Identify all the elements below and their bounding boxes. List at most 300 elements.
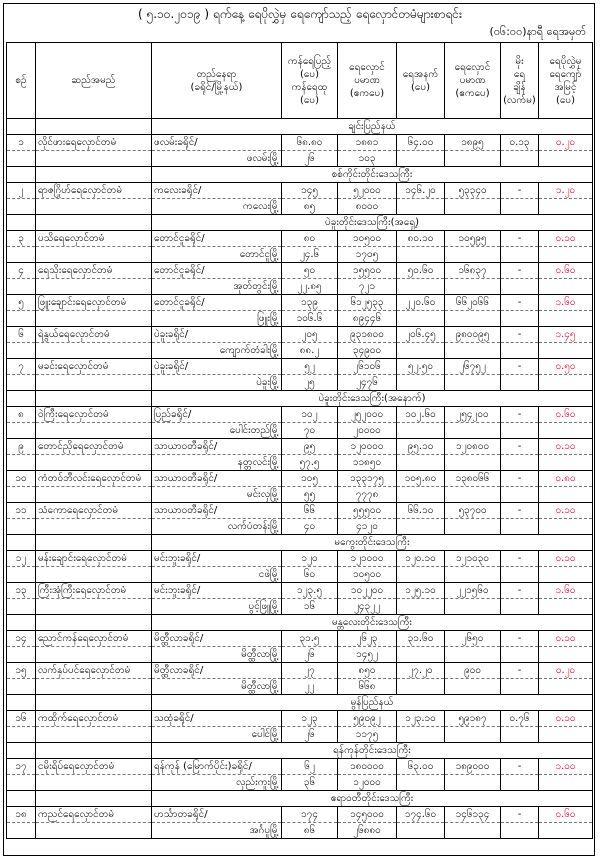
current-level: ၁၇၄.၆၀ bbox=[397, 807, 445, 823]
dam-number: ၄ bbox=[7, 263, 36, 279]
current-level: ၆၃.၀၀ bbox=[397, 759, 445, 775]
section-spacer bbox=[36, 119, 152, 135]
rainfall: - bbox=[501, 439, 539, 455]
empty-cell bbox=[445, 519, 501, 535]
empty-cell bbox=[501, 375, 539, 391]
section-spacer bbox=[36, 215, 152, 231]
full-level: ၉၅ bbox=[282, 439, 338, 455]
spill-height: ၀.၁၀ bbox=[539, 631, 593, 647]
dam-township: လက်ပံတန်းမြို့ bbox=[152, 519, 282, 535]
current-storage: ၉၈၀၀၉၅ bbox=[445, 327, 501, 343]
section-title: ပဲခူးတိုင်းဒေသကြီး(အနောက်) bbox=[152, 391, 593, 407]
empty-cell bbox=[501, 151, 539, 167]
table-row-sub bbox=[7, 647, 593, 663]
rainfall: - bbox=[501, 631, 539, 647]
table-row bbox=[7, 263, 593, 279]
dead-level: ၁၀၆.၆ bbox=[282, 311, 338, 327]
dead-level: ၂၆ bbox=[282, 151, 338, 167]
rainfall: - bbox=[501, 183, 539, 199]
empty-cell bbox=[445, 823, 501, 839]
current-level: ၂၀၆.၄၅ bbox=[397, 327, 445, 343]
full-level: ၆၂ bbox=[282, 759, 338, 775]
dead-storage: ၂၄၃၂၂ bbox=[338, 599, 397, 615]
dam-name: ရာဇဂြိုဟ်ရေလှောင်တမံ bbox=[36, 183, 152, 199]
full-storage: ၁၄၅၀၀၀ bbox=[338, 807, 397, 823]
dam-district: သာယာဝတီခရိုင်/ bbox=[152, 471, 282, 487]
current-level: ၁၂၀.၁၀ bbox=[397, 551, 445, 567]
dam-district: ရန်ကုန် (မြောက်ပိုင်း)ခရိုင်/ bbox=[152, 759, 282, 775]
empty-cell bbox=[397, 823, 445, 839]
dam-township: လှည်းကူးမြို့ bbox=[152, 775, 282, 791]
empty-cell bbox=[36, 487, 152, 503]
full-storage: ၂၅၂၀၀၀ bbox=[338, 407, 397, 423]
full-level: ၁၀၂ bbox=[282, 407, 338, 423]
full-level: ၂၀၅ bbox=[282, 327, 338, 343]
empty-cell bbox=[36, 727, 152, 743]
dead-level: ၇၀ bbox=[282, 423, 338, 439]
dam-district: ပဲခူးခရိုင်/ bbox=[152, 327, 282, 343]
dam-number: ၁၁ bbox=[7, 503, 36, 519]
empty-cell bbox=[397, 727, 445, 743]
empty-cell bbox=[539, 455, 593, 471]
table-row-sub bbox=[7, 487, 593, 503]
header-rainfall: မိုး ရေ ချိန် (လက်မ) bbox=[501, 43, 539, 119]
dead-level: ၂၅ bbox=[282, 375, 338, 391]
full-level: ၃၁.၅ bbox=[282, 631, 338, 647]
full-level: ၅၂ bbox=[282, 359, 338, 375]
rainfall: - bbox=[501, 407, 539, 423]
current-storage: ၁၀၅၉၅ bbox=[445, 231, 501, 247]
empty-cell bbox=[397, 199, 445, 215]
header-storage: ရေလှောင် ပမာဏ (ဧကပေ) bbox=[338, 43, 397, 119]
current-storage: ၁၈၉၅ bbox=[445, 135, 501, 151]
dam-number: ၇ bbox=[7, 359, 36, 375]
table-row-sub bbox=[7, 151, 593, 167]
dam-township: နတ္တလင်းမြို့ bbox=[152, 455, 282, 471]
section-row bbox=[7, 119, 593, 135]
header-name: ဆည်အမည် bbox=[36, 43, 152, 119]
full-level: ၁၃၉ bbox=[282, 295, 338, 311]
dam-district: သာယာဝတီခရိုင်/ bbox=[152, 439, 282, 455]
empty-cell bbox=[501, 423, 539, 439]
current-level: ၅၀.၆၀ bbox=[397, 263, 445, 279]
empty-cell bbox=[7, 487, 36, 503]
empty-cell bbox=[36, 519, 152, 535]
dam-number: ၁၂ bbox=[7, 551, 36, 567]
table-row bbox=[7, 807, 593, 823]
empty-cell bbox=[397, 599, 445, 615]
dam-name: ဖြူးချောင်းရေလှောင်တမံ bbox=[36, 295, 152, 311]
table-row bbox=[7, 407, 593, 423]
section-spacer bbox=[7, 791, 36, 807]
full-level: ၁၀၅ bbox=[282, 471, 338, 487]
current-level: ၂၂၀.၆၀ bbox=[397, 295, 445, 311]
section-spacer bbox=[36, 695, 152, 711]
dead-storage: ၈၀၀၀ bbox=[338, 199, 397, 215]
dam-township: အုတ်တွင်းမြို့ bbox=[152, 279, 282, 295]
dam-number: ၃ bbox=[7, 231, 36, 247]
current-level: ၆၆.၁၀ bbox=[397, 503, 445, 519]
dam-district: ပြည်ခရိုင်/ bbox=[152, 407, 282, 423]
empty-cell bbox=[445, 647, 501, 663]
table-row bbox=[7, 503, 593, 519]
current-storage: ၅၉၁၈၇ bbox=[445, 711, 501, 727]
empty-cell bbox=[397, 679, 445, 695]
full-storage: ၁၀၅၀၀ bbox=[338, 231, 397, 247]
empty-cell bbox=[7, 823, 36, 839]
dam-township: အင်္ဂပူမြို့ bbox=[152, 823, 282, 839]
empty-cell bbox=[7, 519, 36, 535]
header-capacity: ကန်ရေပြည့် (ပေ) ကန်ရေထု (ပေ) bbox=[282, 43, 338, 119]
spill-height: ၁.၆၀ bbox=[539, 583, 593, 599]
full-storage: ၅၅၅၀၀ bbox=[338, 503, 397, 519]
dead-storage: ၁၂၀၀၀ bbox=[338, 775, 397, 791]
table-row bbox=[7, 327, 593, 343]
empty-cell bbox=[539, 567, 593, 583]
empty-cell bbox=[397, 279, 445, 295]
current-storage: ၉၀၀ bbox=[445, 663, 501, 679]
section-title: မွန်ပြည်နယ် bbox=[152, 695, 593, 711]
empty-cell bbox=[445, 455, 501, 471]
dam-district: ကလေးခရိုင်/ bbox=[152, 183, 282, 199]
empty-cell bbox=[445, 151, 501, 167]
dead-level: ၄၀ bbox=[282, 519, 338, 535]
current-level: ၆၄.၀၀ bbox=[397, 135, 445, 151]
spill-height: ၀.၁၀ bbox=[539, 711, 593, 727]
current-storage: ၁၈၉၀၀၀ bbox=[445, 759, 501, 775]
dam-table bbox=[6, 42, 593, 839]
current-level: ၁၄၆.၂၀ bbox=[397, 183, 445, 199]
dam-district: မိတ္ထီလာခရိုင်/ bbox=[152, 663, 282, 679]
dam-number: ၁ bbox=[7, 135, 36, 151]
spill-height: ၀.၆၀ bbox=[539, 807, 593, 823]
full-storage: ၂၆၁၀၆ bbox=[338, 359, 397, 375]
section-title: မကွေးတိုင်းဒေသကြီး bbox=[152, 535, 593, 551]
dam-district: ဖလမ်းခရိုင်/ bbox=[152, 135, 282, 151]
dead-level: ၅၇.၅ bbox=[282, 455, 338, 471]
table-row bbox=[7, 663, 593, 679]
empty-cell bbox=[445, 343, 501, 359]
empty-cell bbox=[445, 375, 501, 391]
full-level: ၈၀ bbox=[282, 231, 338, 247]
rainfall: - bbox=[501, 263, 539, 279]
full-level: ၆၆ bbox=[282, 503, 338, 519]
section-title: မန္တလေးတိုင်းဒေသကြီး bbox=[152, 615, 593, 631]
dam-district: သာယာဝတီခရိုင်/ bbox=[152, 503, 282, 519]
empty-cell bbox=[539, 647, 593, 663]
current-storage: ၆၆၂၀၆၆ bbox=[445, 295, 501, 311]
table-row-sub bbox=[7, 375, 593, 391]
dam-district: ဟင်္သာတခရိုင်/ bbox=[152, 807, 282, 823]
rainfall: ၀.၁၃ bbox=[501, 135, 539, 151]
dam-district: မင်းဘူးခရိုင်/ bbox=[152, 583, 282, 599]
table-row-sub bbox=[7, 279, 593, 295]
full-storage: ၁၈၀၀၀၀ bbox=[338, 759, 397, 775]
dam-district: တောင်ငူခရိုင်/ bbox=[152, 263, 282, 279]
empty-cell bbox=[539, 343, 593, 359]
section-title: ပဲခူးတိုင်းဒေသကြီး(အရှေ့) bbox=[152, 215, 593, 231]
section-spacer bbox=[7, 695, 36, 711]
dead-storage: ၁၇၀၅ bbox=[338, 247, 397, 263]
full-storage: ၁၀၂၂၀၀ bbox=[338, 583, 397, 599]
table-row-sub bbox=[7, 823, 593, 839]
dead-storage: ၁၁၈၅၀ bbox=[338, 455, 397, 471]
table-row bbox=[7, 471, 593, 487]
section-spacer bbox=[7, 215, 36, 231]
dam-number: ၆ bbox=[7, 327, 36, 343]
rainfall: - bbox=[501, 295, 539, 311]
empty-cell bbox=[7, 775, 36, 791]
empty-cell bbox=[501, 775, 539, 791]
empty-cell bbox=[445, 567, 501, 583]
spill-height: ၀.၂၀ bbox=[539, 663, 593, 679]
dead-storage: ၃၄၉၀၀ bbox=[338, 343, 397, 359]
empty-cell bbox=[539, 375, 593, 391]
full-storage: ၉၃၁၈၀၀ bbox=[338, 327, 397, 343]
dam-name: ရဲနွယ်ရေလှောင်တမံ bbox=[36, 327, 152, 343]
table-row bbox=[7, 759, 593, 775]
dam-number: ၁၅ bbox=[7, 663, 36, 679]
current-storage: ၁၃၈၀၆၆ bbox=[445, 471, 501, 487]
section-spacer bbox=[7, 119, 36, 135]
current-storage: ၁၂၁၀၃၀ bbox=[445, 551, 501, 567]
empty-cell bbox=[539, 519, 593, 535]
empty-cell bbox=[539, 487, 593, 503]
empty-cell bbox=[36, 199, 152, 215]
full-storage: ၁၅၅၀၀ bbox=[338, 263, 397, 279]
empty-cell bbox=[539, 279, 593, 295]
current-storage: ၂၆၇၅၂ bbox=[445, 359, 501, 375]
current-level: ၁၀၂.၆၀ bbox=[397, 407, 445, 423]
empty-cell bbox=[501, 279, 539, 295]
section-spacer bbox=[7, 535, 36, 551]
dam-number: ၁၄ bbox=[7, 631, 36, 647]
rainfall: - bbox=[501, 759, 539, 775]
rainfall: - bbox=[501, 327, 539, 343]
table-header-row bbox=[7, 43, 593, 119]
dam-name: ဝဲကြီးရေလှောင်တမံ bbox=[36, 407, 152, 423]
spill-height: ၀.၈၀ bbox=[539, 471, 593, 487]
empty-cell bbox=[7, 599, 36, 615]
empty-cell bbox=[7, 647, 36, 663]
dead-level: ၂၄.၆ bbox=[282, 247, 338, 263]
dead-level: ၂၂.၈၅ bbox=[282, 279, 338, 295]
section-title: စစ်ကိုင်းတိုင်းဒေသကြီး bbox=[152, 167, 593, 183]
section-row bbox=[7, 791, 593, 807]
empty-cell bbox=[36, 567, 152, 583]
empty-cell bbox=[36, 775, 152, 791]
dead-storage: ၁၀၅၀၀ bbox=[338, 567, 397, 583]
current-storage: ၂၅၄၂၀၀ bbox=[445, 407, 501, 423]
dead-storage: ၇၂၁ bbox=[338, 279, 397, 295]
empty-cell bbox=[501, 567, 539, 583]
spill-height: ၀.၁၀ bbox=[539, 503, 593, 519]
table-row-sub bbox=[7, 343, 593, 359]
dam-township: ပေါင်းတည်မြို့ bbox=[152, 423, 282, 439]
section-row bbox=[7, 167, 593, 183]
dam-township: ကျောက်တံခါးမြို့ bbox=[152, 343, 282, 359]
empty-cell bbox=[36, 151, 152, 167]
spill-height: ၀.၆၀ bbox=[539, 407, 593, 423]
empty-cell bbox=[501, 455, 539, 471]
dam-name: ငမိုးရိပ်ရေလှောင်တမံ bbox=[36, 759, 152, 775]
empty-cell bbox=[397, 151, 445, 167]
full-storage: ၁၂၀၀၀၀ bbox=[338, 439, 397, 455]
section-row bbox=[7, 535, 593, 551]
empty-cell bbox=[501, 199, 539, 215]
header-location: တည်နေရာ (ခရိုင်/မြို့နယ်) bbox=[152, 43, 282, 119]
header-spill: ရေပိုလွှဲမှ ရေကျော် အမြင့် (ပေ) bbox=[539, 43, 593, 119]
dead-level: ၅၅ bbox=[282, 487, 338, 503]
full-storage: ၁၂၁၀၀၀ bbox=[338, 551, 397, 567]
empty-cell bbox=[7, 567, 36, 583]
header-volume: ရေလှောင် ပမာဏ (ဧကပေ) bbox=[445, 43, 501, 119]
rainfall: - bbox=[501, 583, 539, 599]
empty-cell bbox=[7, 311, 36, 327]
empty-cell bbox=[539, 311, 593, 327]
empty-cell bbox=[501, 311, 539, 327]
dead-storage: ၄၁၂၀ bbox=[338, 519, 397, 535]
dead-level: ၂၆ bbox=[282, 647, 338, 663]
empty-cell bbox=[397, 343, 445, 359]
spill-height: ၁.၆၀ bbox=[539, 295, 593, 311]
table-row-sub bbox=[7, 775, 593, 791]
empty-cell bbox=[36, 279, 152, 295]
empty-cell bbox=[397, 647, 445, 663]
rainfall: - bbox=[501, 807, 539, 823]
full-storage: ၁၃၃၁၇၅ bbox=[338, 471, 397, 487]
empty-cell bbox=[7, 455, 36, 471]
table-row-sub bbox=[7, 679, 593, 695]
current-level: ၁၀၅.၈၀ bbox=[397, 471, 445, 487]
table-row-sub bbox=[7, 599, 593, 615]
table-row-sub bbox=[7, 727, 593, 743]
full-level: ၂၇ bbox=[282, 663, 338, 679]
full-storage: ၅၉၀၉၂ bbox=[338, 711, 397, 727]
empty-cell bbox=[7, 375, 36, 391]
table-row bbox=[7, 359, 593, 375]
table-row bbox=[7, 231, 593, 247]
rainfall: - bbox=[501, 231, 539, 247]
empty-cell bbox=[501, 823, 539, 839]
section-row bbox=[7, 391, 593, 407]
full-level: ၁၂၃.၅ bbox=[282, 583, 338, 599]
dam-district: မင်းဘူးခရိုင်/ bbox=[152, 551, 282, 567]
table-row-sub bbox=[7, 423, 593, 439]
table-row bbox=[7, 631, 593, 647]
full-level: ၁၂၀ bbox=[282, 551, 338, 567]
empty-cell bbox=[7, 247, 36, 263]
current-level: ၂၇.၂၀ bbox=[397, 663, 445, 679]
full-level: ၅၀ bbox=[282, 263, 338, 279]
rainfall: - bbox=[501, 663, 539, 679]
current-storage: ၁၂၀၈၀၀ bbox=[445, 439, 501, 455]
section-row bbox=[7, 695, 593, 711]
current-level: ၈၀.၁၀ bbox=[397, 231, 445, 247]
full-level: ၆၈.၈၀ bbox=[282, 135, 338, 151]
dam-name: မန်းချောင်းရေလှောင်တမံ bbox=[36, 551, 152, 567]
empty-cell bbox=[445, 775, 501, 791]
section-row bbox=[7, 615, 593, 631]
dam-name: ကညင်ရေလှောင်တမံ bbox=[36, 807, 152, 823]
section-spacer bbox=[7, 743, 36, 759]
table-body bbox=[7, 119, 593, 839]
empty-cell bbox=[445, 727, 501, 743]
empty-cell bbox=[539, 151, 593, 167]
dam-name: တောင်ညိုရေလှောင်တမံ bbox=[36, 439, 152, 455]
dead-storage: ၇၇၇၈ bbox=[338, 487, 397, 503]
dam-township: မိတ္ထီလာမြို့ bbox=[152, 679, 282, 695]
empty-cell bbox=[7, 151, 36, 167]
dam-township: ကလေးမြို့ bbox=[152, 199, 282, 215]
full-storage: ၈၅၀ bbox=[338, 663, 397, 679]
empty-cell bbox=[539, 823, 593, 839]
empty-cell bbox=[36, 679, 152, 695]
empty-cell bbox=[539, 727, 593, 743]
section-row bbox=[7, 743, 593, 759]
empty-cell bbox=[501, 487, 539, 503]
empty-cell bbox=[36, 455, 152, 471]
empty-cell bbox=[539, 199, 593, 215]
section-spacer bbox=[36, 791, 152, 807]
dam-district: တောင်ငူခရိုင်/ bbox=[152, 231, 282, 247]
dam-name: ကြီးအုံကြီးရေလှောင်တမံ bbox=[36, 583, 152, 599]
table-row bbox=[7, 439, 593, 455]
table-row bbox=[7, 551, 593, 567]
full-level: ၁၄၅ bbox=[282, 183, 338, 199]
dam-district: ပဲခူးခရိုင်/ bbox=[152, 359, 282, 375]
dam-township: ဖြူးမြို့ bbox=[152, 311, 282, 327]
table-row bbox=[7, 583, 593, 599]
section-spacer bbox=[36, 167, 152, 183]
current-storage: ၂၂၁၅၆၀ bbox=[445, 583, 501, 599]
dam-number: ၉ bbox=[7, 439, 36, 455]
empty-cell bbox=[539, 775, 593, 791]
spill-height: ၁.၄၅ bbox=[539, 327, 593, 343]
current-level: ၉၅.၁၀ bbox=[397, 439, 445, 455]
empty-cell bbox=[36, 247, 152, 263]
empty-cell bbox=[445, 199, 501, 215]
current-storage: ၅၃၃၄၀ bbox=[445, 183, 501, 199]
dam-number: ၅ bbox=[7, 295, 36, 311]
section-title: ဧရာဝတီတိုင်းဒေသကြီး bbox=[152, 791, 593, 807]
section-spacer bbox=[36, 391, 152, 407]
current-level: ၅၂.၅၀ bbox=[397, 359, 445, 375]
empty-cell bbox=[36, 311, 152, 327]
empty-cell bbox=[36, 823, 152, 839]
empty-cell bbox=[501, 599, 539, 615]
dam-district: တောင်ငူခရိုင်/ bbox=[152, 295, 282, 311]
measurement-time: (၀၆:၀၀)နာရီ ရေအမှတ် bbox=[489, 25, 586, 38]
full-storage: ၆၁၂၅၃၃ bbox=[338, 295, 397, 311]
spill-height: ၀.၂၀ bbox=[539, 135, 593, 151]
empty-cell bbox=[445, 423, 501, 439]
empty-cell bbox=[501, 679, 539, 695]
empty-cell bbox=[397, 311, 445, 327]
empty-cell bbox=[445, 679, 501, 695]
rainfall: - bbox=[501, 471, 539, 487]
current-level: ၁၂၅.၁၀ bbox=[397, 583, 445, 599]
empty-cell bbox=[445, 247, 501, 263]
empty-cell bbox=[7, 199, 36, 215]
report-title: ( ၅.၁၀.၂၀၁၉ ) ရက်နေ့ ရေပိုလွှဲမှ ရေကျော်သည့် ရေလှောင်တမံများစာရင်း bbox=[138, 7, 462, 21]
dam-township: တောင်ငူမြို့ bbox=[152, 247, 282, 263]
section-spacer bbox=[36, 743, 152, 759]
dam-name: သံကောရေလှောင်တမံ bbox=[36, 503, 152, 519]
empty-cell bbox=[7, 727, 36, 743]
empty-cell bbox=[501, 647, 539, 663]
dead-storage: ၁၀၃ bbox=[338, 151, 397, 167]
